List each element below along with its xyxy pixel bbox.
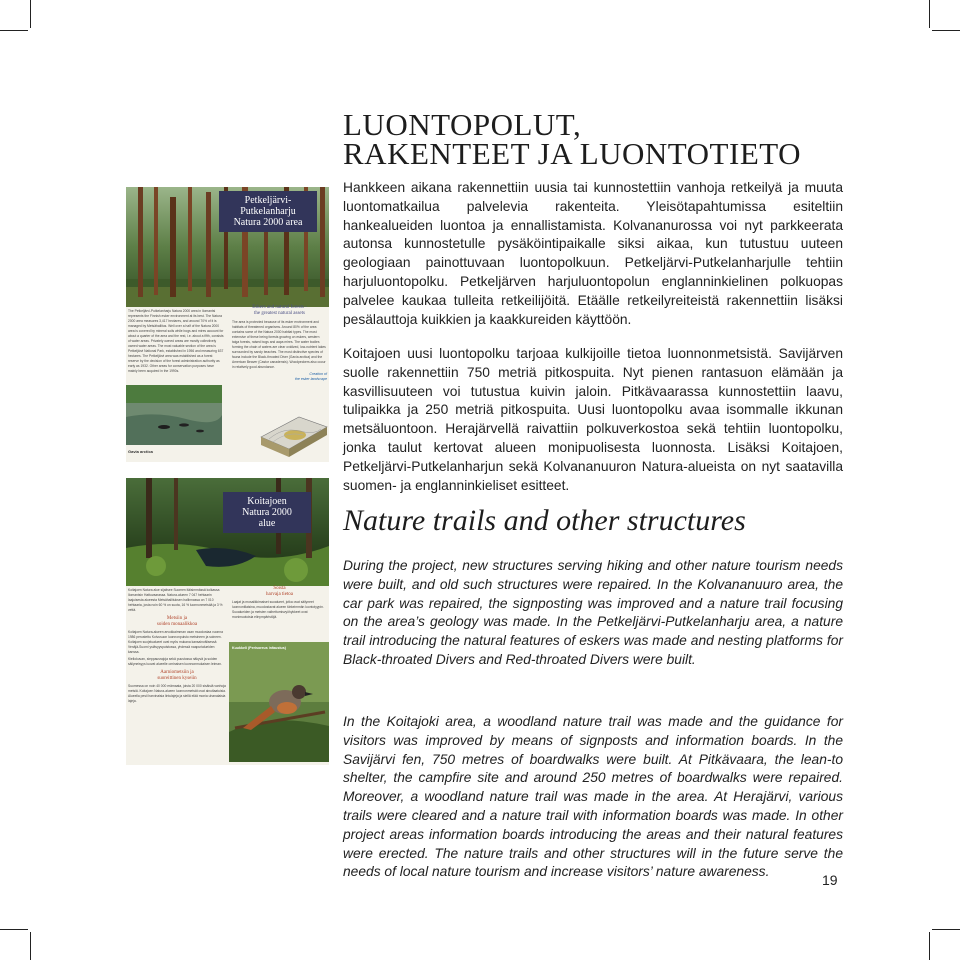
page-title-line: RAKENTEET JA LUONTOTIETO [343, 136, 802, 171]
section-heading-line: harvaja tietoa [265, 592, 294, 597]
body-text: Kiellokuvan, sieppausrajoja sekä puustossa näkyvä ja soiden säilyneisyys luovat alueelle ominaisen luonnonmukaisen leiman. [128, 657, 222, 666]
map-caption [232, 372, 327, 382]
brochure-title-line: Putkelanharju [240, 206, 296, 217]
esker-diagram [259, 409, 329, 459]
crop-mark [932, 30, 960, 31]
photo-caption: Gavia arctica [128, 449, 153, 454]
section-heading-line: soiden monaalikkoa [156, 622, 198, 627]
brochure-petkeljarvi [126, 187, 329, 462]
bird-caption: Kuukkeli (Perisoreus infaustus) [232, 646, 286, 650]
section-heading [128, 670, 226, 682]
brochure-title-line: Koitajoen [247, 496, 287, 507]
crop-mark [0, 30, 28, 31]
body-text: Koitajoen Natura alue sijaitsee Suomen itäisimmässä kolkassa Ilomantsin Hattuvaarassa. Natura-alueen 7 047 hehtaarin laajuisesta alueesta Metsähallituksen hallinnassa on 7 010 hehtaaria, josta noin 60 % on suota, 16 % luonnonmetsää ja 3 % vettä. [128, 588, 223, 612]
bird-photo [229, 642, 329, 762]
page-title [343, 107, 863, 171]
section-heading [128, 616, 226, 628]
body-text: Koitajoen Natura-alueen arvokkaimman osan muodostaa vuonna 1986 perustettu Koivusuon luonnonpuisto metsineen ja soineen. Koitajoen suojelualueet ovat myös mukana kansainvälisessä Venäjä-Suomi ystävyyspuistossa, yhdessä naapurialueiden kanssa. [128, 630, 223, 654]
brochure-title [219, 191, 317, 232]
brochure-title-line: Natura 2000 alue [242, 507, 292, 529]
finnish-paragraph: Koitajoen uusi luontopolku tarjoaa kulkijoille tietoa luonnonmetsistä. Savijärven suolle rakennettiin 750 metriä pitkospuita. Nyt pienen rantasuon elämään ja kasvillisuuteen voi tutustua kuivin jaloin. Pitkävaarassa kunnostettiin laavu, tulipaikka ja 250 metriä pitkospuita. Uusi luontopolku avaa isommalle ikkunan metsäluontoon. Herajärvellä raivattiin polkuverkostoa sekä tehtiin luontopolku, jonka taulut kertovat alueen monipuolisesta luonnosta. Lisäksi Koitajoen, Petkeljärvi-Putkelanharjun sekä Kolvananuuron Natura-alueista on nyt saatavilla suomen- ja englanninkieliset esitteet. [343, 346, 843, 493]
brochure-body-left [128, 588, 226, 704]
lake-photo [126, 385, 222, 445]
map-caption-line: the esker landscape [294, 377, 327, 381]
crop-mark [30, 0, 31, 28]
section-heading-line: Eskers and natural forests - [252, 305, 307, 310]
brochure-title-line: Natura 2000 area [233, 217, 303, 228]
finnish-paragraph: Hankkeen aikana rakennettiin uusia tai kunnostettiin vanhoja retkeilyä ja muuta luontomatkailua palvelevia rakenteita. Yleisötapahtumissa esiteltiin hankealueiden luontoa ja ennallistamista. Kolvananurossa voi nyt parkkeerata autonsa kunnostetulle pysäköintipaikalle siksi aikaa, kun tutustuu uuteen geologiaan painottuvaan luontopolkuun. Petkeljärvi-Putkelanharjulle tehtiin harjuluontopolku. Petkeljärven harjuluontopolun englanninkielinen polkuopas palvelee kaukaa tulleita retkeilijöitä. Etäälle retkeilyreiteistä rakennettiin lisäksi pesälauttoja kuikkien ja kaakkureiden käyttöön. [343, 180, 843, 327]
crop-mark [932, 929, 960, 930]
section-heading-line: the greatest natural assets [254, 311, 305, 316]
english-paragraph: In the Koitajoki area, a woodland nature trail was made and the guidance for visitors was improved by means of signposts and information boards. In the Savijärvi fen, 750 metres of boardwalks were built. At Pitkävaara, the lean-to shelter, the campfire site and around 250 metres of boardwalks were repaired. Moreover, a woodland nature trail was made in the area. At Herajärvi, various trails were cleared and a nature trail with information boards was made. In other project areas information boards introducing the areas and their natural features were erected. The nature trails and other structures will in the future serve the needs of local nature tourism and increase visitors’ nature awareness. [343, 714, 843, 880]
section-heading-line: Aarniometsiin ja [160, 670, 194, 675]
crop-mark [929, 932, 930, 960]
section-heading-line: Metsiin ja [166, 616, 188, 621]
brochure-body-left [128, 309, 224, 374]
brochure-body-right [232, 305, 327, 382]
english-paragraph: During the project, new structures serving hiking and other nature tourism needs were built, and old such structures were repaired. In the Kolvananuuro area, the car park was repaired, the signposting was improved and a nature trail focusing on the area’s geology was made. In the Petkeljärvi-Putkelanharju area, a nature trail introducing the natural features of eskers was made and nesting platforms for Black-throated Divers and Red-throated Divers were built. [343, 558, 843, 667]
map-caption-line: Creation of [309, 372, 327, 376]
brochure-body-right [232, 586, 327, 620]
crop-mark [929, 0, 930, 28]
section-heading-line: suoreittinen kyseiin [157, 676, 197, 681]
section-heading-line: Soista [273, 586, 286, 591]
page-title-line: LUONTOPOLUT, [343, 107, 582, 142]
brochure-title [223, 492, 311, 533]
crop-mark [0, 929, 28, 930]
english-heading: Nature trails and other structures [343, 504, 746, 537]
brochure-title-line: Petkeljärvi- [244, 195, 292, 206]
body-text: Suomessa on noin 40 000 erämaata, joista 20 000 sisäisiä vanhoja metsiä. Koitajoen Natura-alueen luonnonmetsät ovat ainutlaatuisia. Alueella pesii harvinaisia lintulajeja ja siellä elää monia uhanalaisia lajeja. [128, 684, 226, 703]
body-text: The area is protected because of its esker environment and habitats of threatened organisms. Around 80% of the area contains some of the Natura 2000 habitat types. The most extensive of these being forests growing on eskers, western taiga forests, raised bogs and aapa mires. The water bodies forming the chain of waters are clear oxidized, low-nutrient lakes surrounded by sandy beaches. The most distinctive species of fauna include the Black-throated Diver (Gavia arctica) and the American Beaver (Castor canadensis). Woodpeckers also occur in relatively good abundance. [232, 320, 326, 369]
brochure-koitajoki [126, 478, 329, 765]
crop-mark [30, 932, 31, 960]
body-text: The Petkeljärvi-Putkelanharju Natura 2000 area in Ilomantsi represents the Finnish esker environment at its best. The Natura 2000 area measures 3,417 hectares, and around 70% of it is managed by Metsähallitus. Well over a half of the Natura 2000 area is covered by mineral soils while bogs and mires account for about a quarter of the area and the rest, i.e. about a fifth, consists of water areas. Privately owned areas are mostly collectively owned water areas. The most valuable section of the area is Petkeljärvi National Park, established in 1956 and measuring 637 hectares. The Petkeljärvi area was established as a forest reserve by the decision of the forest administration authority as early as 1932. Other areas for conservation purposes have mainly been acquired in the 1990s. [128, 309, 224, 373]
body-text: Laajat ja mosaiikkimaiset suoalueet, jotka ovat säilyneet luonnontilaisina, muodostavat alueen tärkeimmän luontotyypin. Suoalueiden ja metsien vaihettumisvyöhykkeet ovat monimuotoisia elinympäristöjä. [232, 600, 324, 619]
page-number: 19 [822, 872, 838, 888]
section-heading [232, 305, 327, 317]
section-heading [232, 586, 327, 598]
